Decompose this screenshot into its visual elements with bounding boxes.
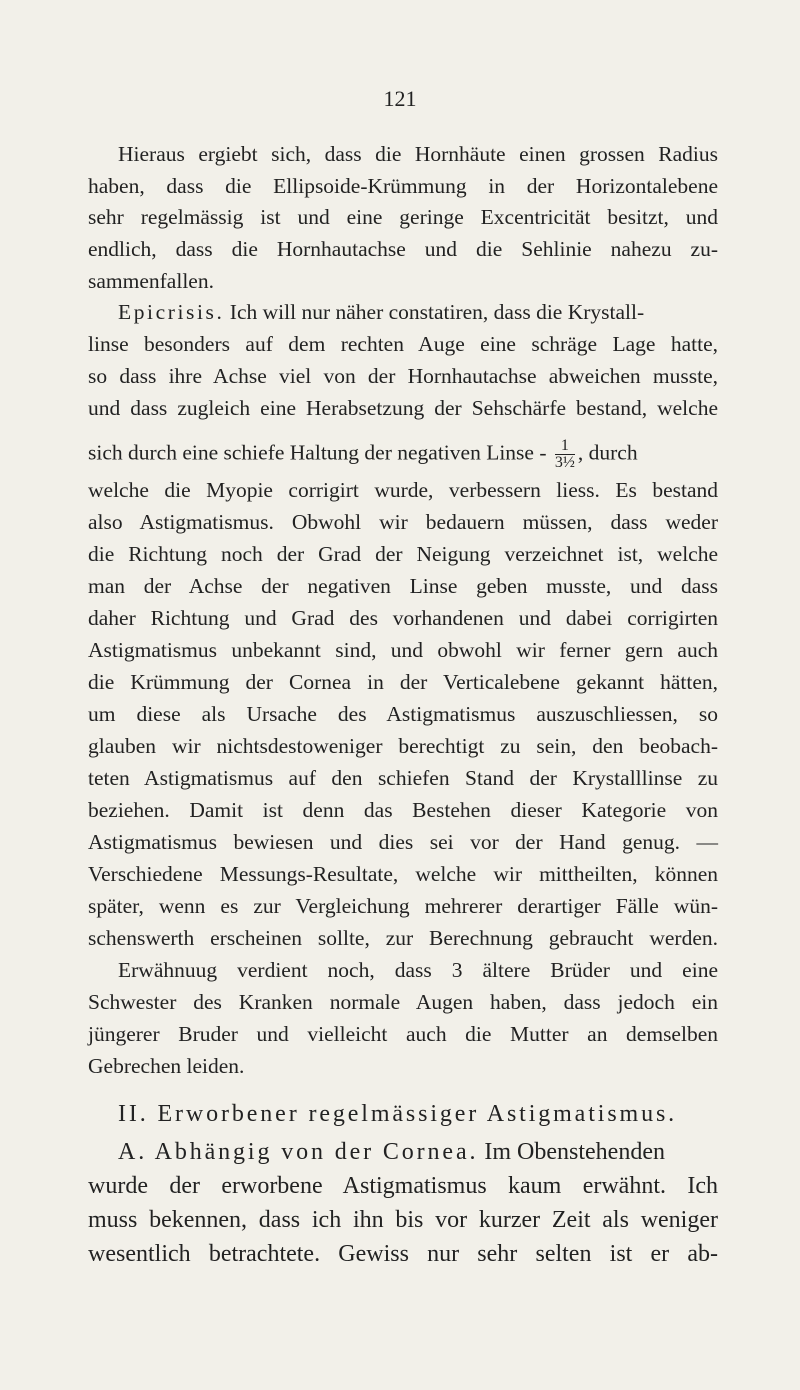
text-line: Gebrechen leiden. [88, 1054, 245, 1078]
text-line: sammenfallen. [88, 269, 214, 293]
text-line: um diese als Ursache des Astigmatismus auszuschliessen, so [88, 702, 718, 726]
text-line: so dass ihre Achse viel von der Hornhautachse abweichen musste, [88, 364, 718, 388]
text-fragment: , durch [577, 440, 638, 465]
text-line: wurde der erworbene Astigmatismus kaum erwähnt. Ich [88, 1173, 718, 1199]
fraction [555, 438, 575, 471]
text-line [88, 438, 718, 471]
text-line: die Krümmung der Cornea in der Verticalebene gekannt hätten, [88, 670, 718, 694]
text-line: Astigmatismus unbekannt sind, und obwohl wir ferner gern auch [88, 638, 718, 662]
text-fragment: sich durch eine schiefe Haltung der negativen Linse - [88, 440, 547, 465]
text-line: sehr regelmässig ist und eine geringe Excentricität besitzt, und [88, 205, 718, 229]
text-line: Astigmatismus bewiesen und dies sei vor der Hand genug. — [88, 830, 718, 854]
text-line: Schwester des Kranken normale Augen haben, dass jedoch ein [88, 990, 718, 1014]
text-line: teten Astigmatismus auf den schiefen Stand der Krystalllinse zu [88, 766, 718, 790]
text-line: linse besonders auf dem rechten Auge eine schräge Lage hatte, [88, 332, 718, 356]
fraction-numerator: 1 [555, 438, 575, 455]
text-line: später, wenn es zur Vergleichung mehrerer derartiger Fälle wün- [88, 894, 718, 918]
fraction-denominator: 3½ [554, 454, 575, 471]
text-line [118, 1138, 718, 1166]
text-line: endlich, dass die Hornhautachse und die Sehlinie nahezu zu- [88, 237, 718, 261]
text-line: man der Achse der negativen Linse geben musste, und dass [88, 574, 718, 598]
epicrisis-label: Epicrisis. [118, 300, 225, 324]
text-line: welche die Myopie corrigirt wurde, verbessern liess. Es bestand [88, 478, 718, 502]
text-line: also Astigmatismus. Obwohl wir bedauern müssen, dass weder [88, 510, 718, 534]
text-line: beziehen. Damit ist denn das Bestehen dieser Kategorie von [88, 798, 718, 822]
text-line: und dass zugleich eine Herabsetzung der Sehschärfe bestand, welche [88, 396, 718, 420]
text-line: Erwähnuug verdient noch, dass 3 ältere Brüder und eine [118, 958, 718, 982]
section-heading: II. Erworbener regelmässiger Astigmatismus. [118, 1101, 678, 1127]
text-line: die Richtung noch der Grad der Neigung verzeichnet ist, welche [88, 542, 718, 566]
text-line: muss bekennen, dass ich ihn bis vor kurzer Zeit als weniger [88, 1207, 718, 1233]
text-line: glauben wir nichtsdestoweniger berechtigt zu sein, den beobach- [88, 734, 718, 758]
text-line [118, 298, 718, 326]
text-fragment: Im Obenstehenden [478, 1139, 665, 1165]
text-line: schenswerth erscheinen sollte, zur Berechnung gebraucht werden. [88, 926, 718, 950]
text-line: Verschiedene Messungs-Resultate, welche wir mittheilten, können [88, 862, 718, 886]
page-number: 121 [383, 86, 417, 111]
text-line: jüngerer Bruder und vielleicht auch die Mutter an demselben [88, 1022, 718, 1046]
subsection-heading: A. Abhängig von der Cornea. [118, 1139, 479, 1165]
text-line: wesentlich betrachtete. Gewiss nur sehr selten ist er ab- [88, 1241, 718, 1267]
text-line: daher Richtung und Grad des vorhandenen und dabei corrigirten [88, 606, 718, 630]
text-fragment: Ich will nur näher constatiren, dass die Krystall- [224, 300, 645, 324]
text-line: Hieraus ergiebt sich, dass die Hornhäute einen grossen Radius [118, 142, 718, 166]
text-line: haben, dass die Ellipsoide-Krümmung in der Horizontalebene [88, 174, 718, 198]
